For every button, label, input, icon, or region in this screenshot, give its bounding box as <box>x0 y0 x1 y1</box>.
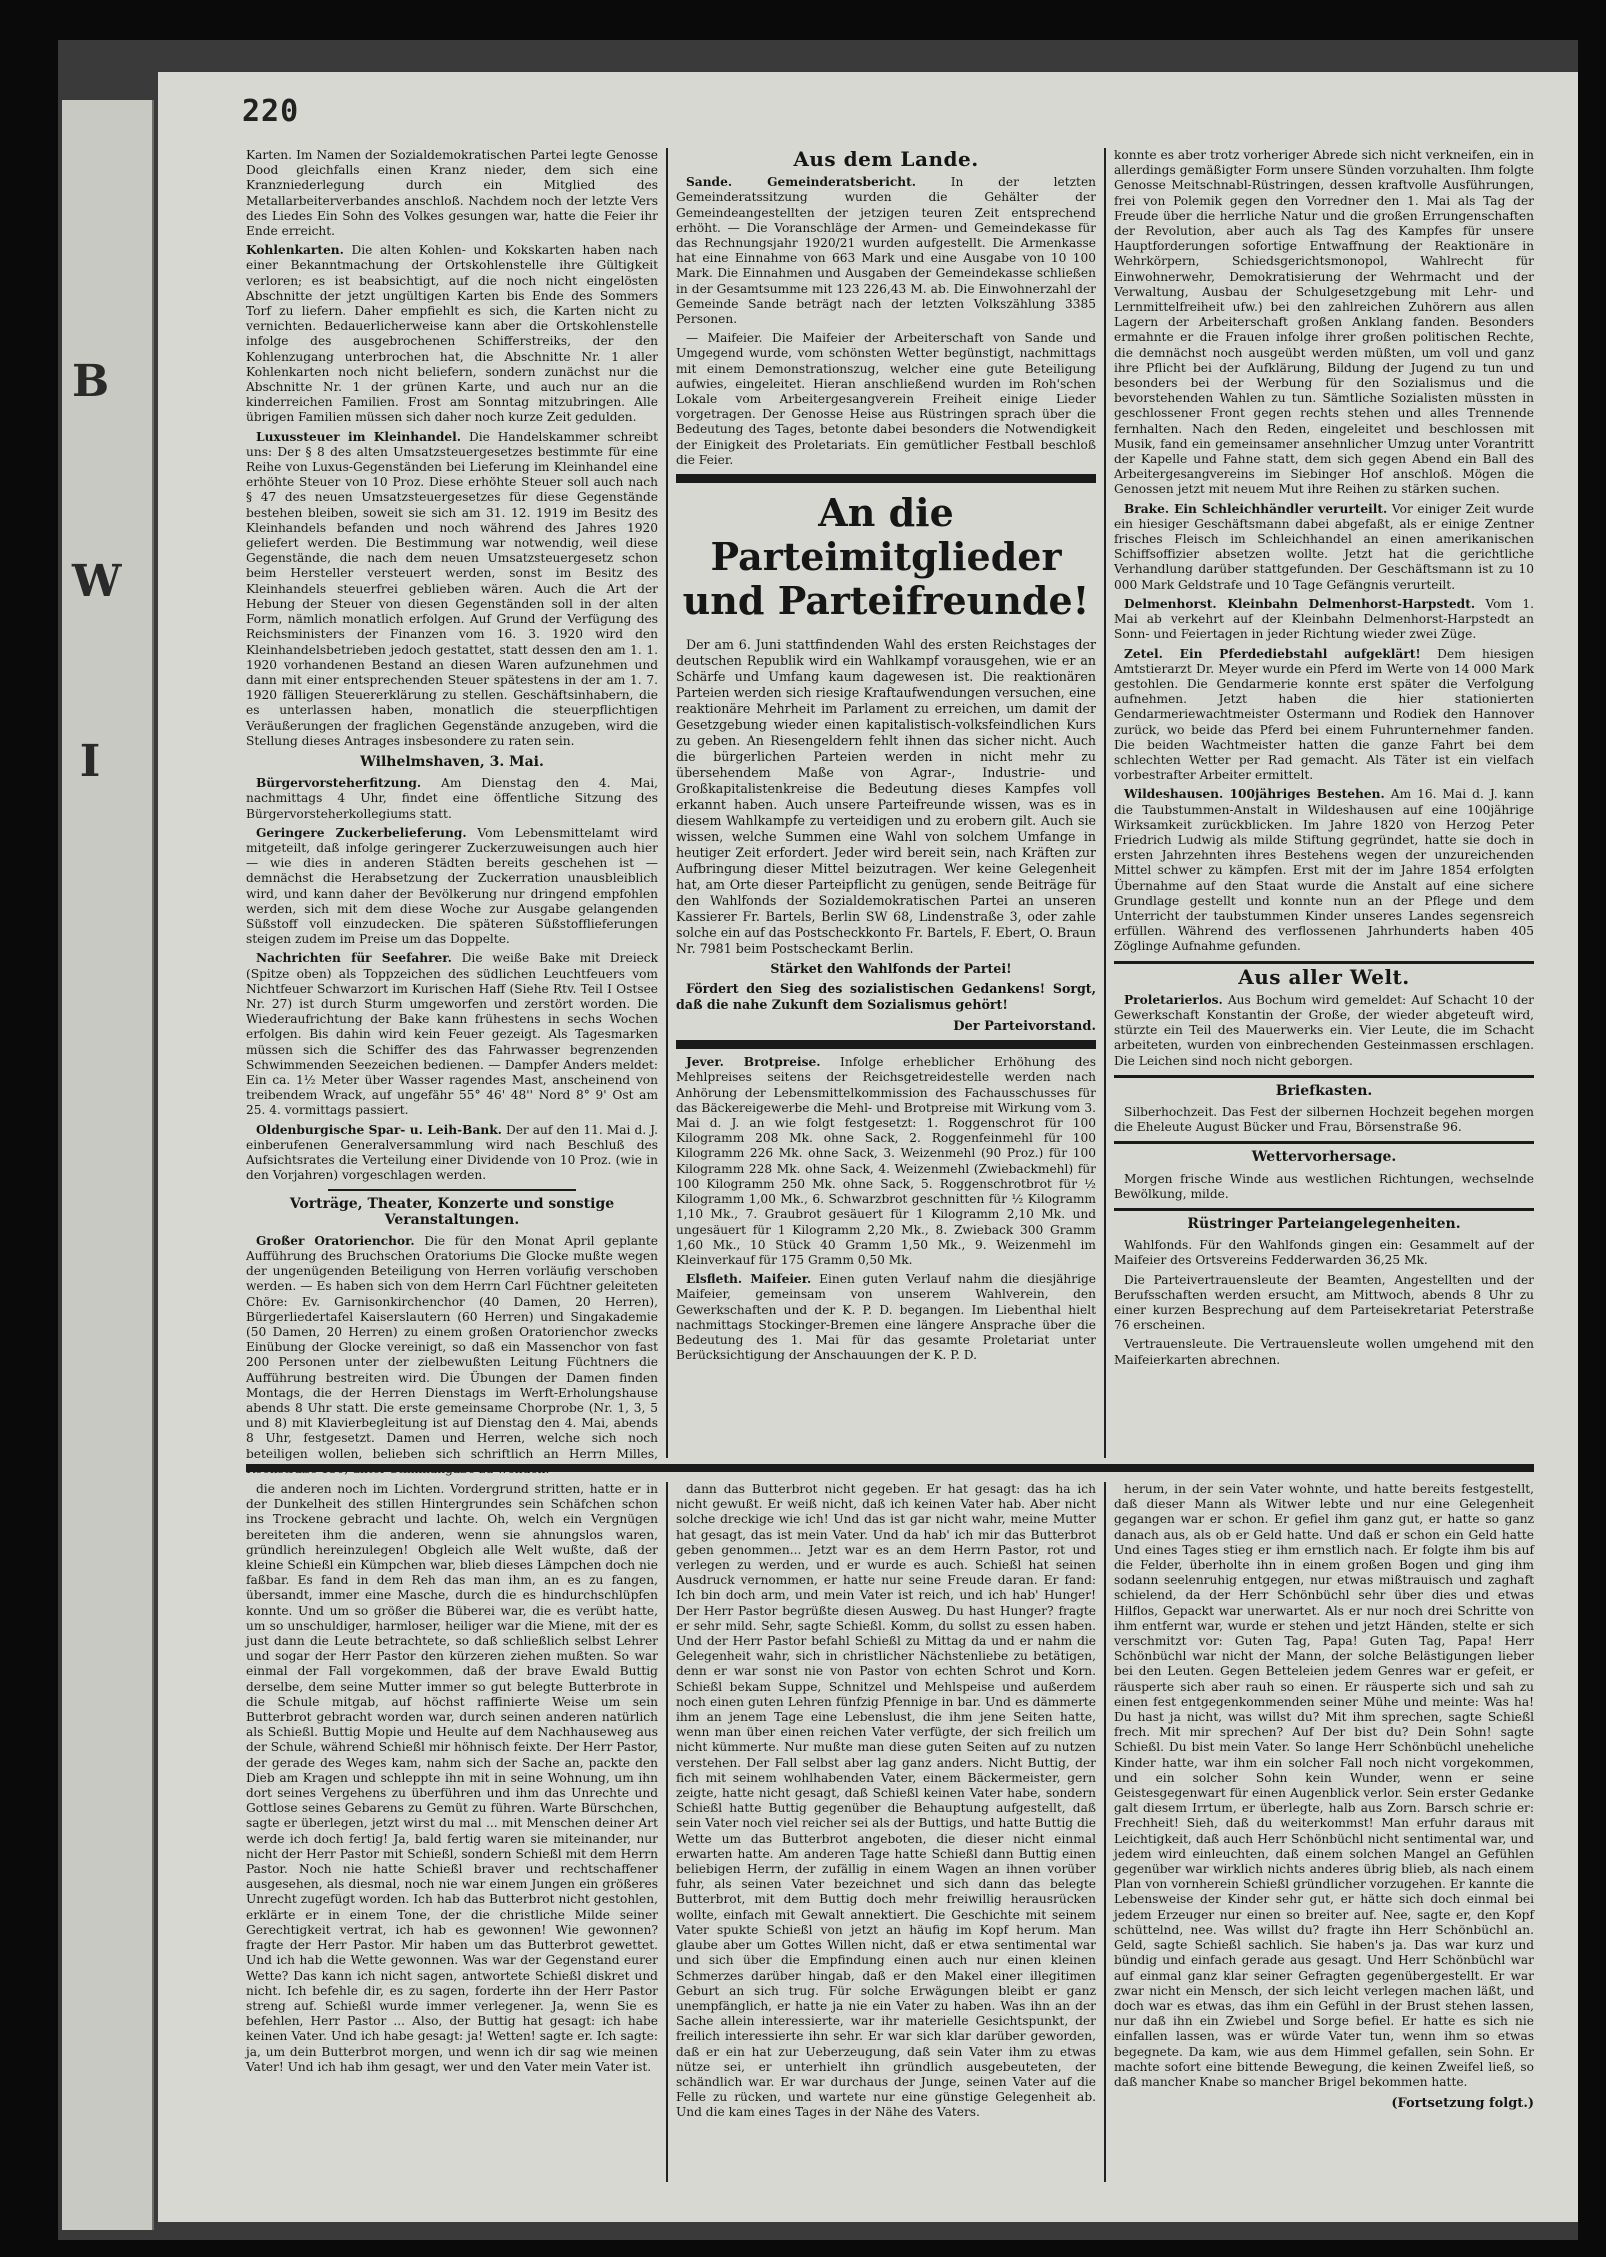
section-heading: Rüstringer Parteiangelegenheiten. <box>1187 1216 1461 1232</box>
article-heading: Sande. Gemeinderatsbericht. <box>686 175 917 190</box>
appeal-text: Fördert den Sieg des sozialistischen Gedankens! Sorgt, daß die nahe Zukunft dem Sozialismus gehört! <box>676 981 1096 1013</box>
article-heading: Delmenhorst. Kleinbahn Delmenhorst-Harpstedt. <box>1124 596 1476 611</box>
divider <box>676 474 1096 483</box>
binder-spine <box>62 100 154 2230</box>
divider <box>676 1040 1096 1049</box>
divider <box>1114 1208 1534 1211</box>
article-text: Vom 1. Mai ab verkehrt auf der Kleinbahn Delmenhorst-Harpstedt an Sonn- und Feiertagen in jeder Richtung wieder zwei Züge. <box>1114 596 1535 642</box>
section-heading: Briefkasten. <box>1275 1082 1373 1099</box>
article-text: Am Dienstag den 4. Mai, nachmittags 4 Uhr, findet eine öffentliche Sitzung des Bürgervorsteherkollegiums statt. <box>246 776 658 821</box>
article-text: Die Handelskammer schreibt uns: Der § 8 des alten Umsatzsteuergesetzes bestimmte für eine Reihe von Luxus-Gegenständen bei Lieferung im Kleinhandel eine erhöhte Steuer von 10 Proz. Diese erhöhte Steuer soll auch nach § 47 des neuen Umsatzsteuergesetzes für diese Gegenstände bestehen bleiben, soweit sie sich am 31. 12. 1919 im Besitz des Kleinhandels befanden und noch während des Jahres 1920 geliefert werden. Die Bestimmung war notwendig, weil diese Gegenstände, die nach dem neuen Umsatzsteuergesetz schon beim Hersteller versteuert werden, sonst im Besitz des Kleinhandels steuerfrei geblieben wären. Auch die Art der Hebung der Steuer von diesen Gegenständen soll in der alten Form, nämlich monatlich erfolgen. Auf Grund der Verfügung des Reichsministers der Finanzen vom 16. 3. 1920 wird den Kleinhandelsbetrieben jedoch gestattet, statt dessen den am 1. 1. 1920 vorhandenen Bestand an diesen Waren aufzunehmen und dann mit einer entsprechenden Steuer spätestens in der am 1. 7. 1920 fälligen Steuererklärung zu stellen. Geschäftsinhabern, die es unterlassen haben, monatlich die steuerpflichtigen Veräußerungen der fraglichen Gegenstände anzugeben, wird die Stellung dieses Antrages insbesondere zu raten sein. <box>246 429 658 748</box>
article-heading: Nachrichten für Seefahrer. <box>256 951 452 966</box>
story-text: dann das Butterbrot nicht gegeben. Er hat gesagt: das ha ich nicht gewußt. Er weiß nicht, daß ich keinen Vater hab. Aber nicht solche dreckige wie ich! Und das ist gar nicht wahr, meine Mutter hat gesagt, das ist mein Vater. Und da hab' ich mir das Butterbrot geben genommen... Jetzt war es an dem Herrn Pastor, rot und verlegen zu werden, und er wurde es auch. Schießl hat seinen Ausdruck vernommen, er hatte nur seine Freude daran. Er fand: Ich bin doch arm, und mein Vater ist reich, und ich hab' Hunger! Der Herr Pastor begrüßte diesen Ausweg. Du hast Hunger? fragte er sehr mild. Sehr, sagte Schießl. Komm, du sollst zu essen haben. Und der Herr Pastor befahl Schießl zu Mittag da und er nahm die Gelegenheit wahr, sich in christlicher Nächstenliebe zu betätigen, denn er war sonst nie von Pastor von echten Schrot und Korn. Schießl bekam Suppe, Schnitzel und Mehlspeise und außerdem noch einen guten Lehren fünfzig Pfennige in bar. Und es dämmerte ihm an jenem Tage eine Lebenslust, die ihm jene Seiten hatte, wenn man über einen reichen Vater verfügte, der sich freilich um nicht kümmerte. Nur mußte man diese guten Seiten auf zu nutzen verstehen. Der Fall selbst aber lag ganz anders. Nicht Buttig, der fich mit seinem wohlhabenden Vater, einem Bäckermeister, gern zeigte, hatte nicht gesagt, daß Schießl keinen Vater habe, sondern Schießl hatte Buttig gegenüber die Behauptung aufgestellt, daß sein Vater noch viel reicher sei als der Buttigs, und hatte Buttig die Wette um das Butterbrot angeboten, die dieser nicht einmal erwarten hatte. Am anderen Tage hatte Schießl dann Buttig einen beliebigen Herrn, der zufällig in einem Wagen an ihnen vorüber fuhr, als seinen Vater bezeichnet und sich dann das belegte Butterbrot, mit dem Buttig doch mehr freiwillig herausrücken wollte, einfach mit Gewalt annektiert. Die Geschichte mit seinem Vater spukte Schießl von jetzt an häufig im Kopf herum. Man glaube aber um Gottes Willen nicht, daß er etwa sentimental war und sich über die Empfindung einen auch nur einen kleinen Schmerzes darüber hingab, daß er den Makel einer illegitimen Geburt an sich trug. Für solche Erwägungen bleibt er ganz unempfänglich, er hatte ja nie ein Vater zu haben. Was ihn an der Sache allein interessierte, war ihr materielle Gesichtspunkt, der freilich interessierte ihn sehr. Er war sich klar darüber geworden, daß er ein hat zur Ueberzeugung, daß sein Vater ihm zu etwas nütze sei, er unterhielt ihn gründlich ausgebeuteten, der schändlich war. Er war durchaus der Junge, seinen Vater auf die Felle zu rücken, und wartete nur eine günstige Gelegenheit ab. Und die kam eines Tages in der Nähe des Vaters. <box>676 1482 1096 2120</box>
story-text: die anderen noch im Lichten. Vordergrund stritten, hatte er in der Dunkelheit des stillen Hintergrundes sein Schäfchen schon ins Trockene gebracht und lachte. Oh, welch ein Vergnügen bereiteten ihm die anderen, wenn sie ahnungslos waren, gründlich hereinzulegen! Obgleich alle Welt wußte, daß der kleine Schießl ein Kümpchen war, blieb dieses Lämpchen doch nie faßbar. Es fand in dem Reh das man ihm, an es zu fangen, übersandt, immer eine Masche, durch die es hindurchschlüpfen konnte. Und um so größer die Büberei war, die es verübt hatte, um so unschuldiger, harmloser, heiliger war die Miene, mit der es just dann die Leute betrachtete, so daß schließlich selbst Lehrer und sogar der Herr Pastor den kürzeren ziehen mußten. So war einmal der Fall vorgekommen, daß der brave Ewald Buttig derselbe, dem seine Mutter immer so gut belegte Butterbrote in die Schule mitgab, auf höchst raffinierte Weise um sein Butterbrot gebracht worden war, durch seinen anderen natürlich als Schießl. Buttig Mopie und Heulte auf dem Nachhauseweg aus der Schule, während Schießl mir höhnisch feixte. Der Herr Pastor, der gerade des Weges kam, nahm sich der Sache an, packte den Dieb am Kragen und schleppte ihn mit in seine Wohnung, um ihn dort seines Vergehens zu überführen und ihm das Unrechte und Gottlose seines Gebarens zu Gemüt zu führen. Warte Bürschchen, sagte er überlegen, jetzt wirst du mal ... mit Menschen deiner Art werde ich doch fertig! Ja, bald fertig waren sie miteinander, nur nicht der Herr Pastor mit Schießl, sondern Schießl mit dem Herrn Pastor. Noch nie hatte Schießl braver und rechtschaffener ausgesehen, als diesmal, noch nie war einem Jungen ein größeres Unrecht zugefügt worden. Ich hab das Butterbrot nicht gestohlen, erklärte er in einem Tone, der die christliche Milde seiner Gerechtigkeit vertrat, ich hab es gewonnen! Wie gewonnen? fragte der Herr Pastor. Mir haben um das Butterbrot gewettet. Und ich hab die Wette gewonnen. Was war der Gegenstand eurer Wette? Das kann ich nicht sagen, antwortete Schießl diskret und nicht. Ich befehle dir, es zu sagen, forderte ihn der Herr Pastor streng auf. Schießl wurde immer verlegener. Ja, wenn Sie es befehlen, Herr Pastor ... Also, der Buttig hat gesagt: ich habe keinen Vater. Und ich habe gesagt: ja! Wetten! sagte er. Ich sagte: ja, um dein Butterbrot morgen, und wenn ich dir sag wie meinen Vater! Und ich hab ihm gesagt, wer und den Vater mein Vater ist. <box>246 1482 658 2074</box>
article-text: Einen guten Verlauf nahm die diesjährige Maifeier, gemeinsam von unserem Wahlverein, den Gewerkschaften und der K. P. D. begangen. Im Liebenthal hielt nachmittags Stockinger-Bremen eine längere Ansprache über die Bedeutung des 1. Mai für das gesamte Proletariat unter Berücksichtigung der Anschauungen der K. P. D. <box>676 1272 1096 1363</box>
story-text: herum, in der sein Vater wohnte, und hatte bereits festgestellt, daß dieser Mann als Witwer lebte und nur eine Gelegenheit gegangen war er schon. Er gefiel ihm ganz gut, er hatte so ganz danach aus, als ob er Geld hatte. Und daß er schon ein Geld hatte Und eines Tages stieg er ihm ernstlich nach. Er folgte ihm bis auf die Felder, überholte ihn in einem großen Bogen und ging ihm sodann seelenruhig entgegen, nur etwas mißtrauisch und zaghaft schielend, da der Herr Schönbüchl sehr über dies und etwas Hilflos, Gepackt war unerwartet. Als er nur noch drei Schritte von ihm entfernt war, wurde er stehen und jetzt Händen, stelte er sich verschmitzt vor: Guten Tag, Papa! Guten Tag, Papa! Herr Schönbüchl war nicht der Mann, der solche Belästigungen lieber bei den Leuten. Gegen Betteleien jedem Genres war er gefeit, er räusperte sich aber rauh so einen. Er räusperte sich und sah zu einen fest entgegenkommenden seiner Mühe und meinte: Was ha! Du hast ja nicht, was willst du? Mit ihm sprechen, sagte Schießl frech. Mit mir sprechen? Auf Der bist du? Dein Sohn! sagte Schießl. Du bist mein Vater. So lange Herr Schönbüchl uneheliche Kinder hatte, war ihm ein solcher Fall noch nicht vorgekommen, und ein solcher Sohn kein Wunder, wenn er seine Geistesgegenwart für einen Augenblick verlor. Sein erster Gedanke galt diesem Irrtum, er überlegte, halb aus Zorn. Barsch schrie er: Frechheit! Sieh, daß du weiterkommst! Man erfuhr daraus mit Leichtigkeit, daß auch Herr Schönbüchl nicht sentimental war, und jedem wird einleuchten, daß einem solchen Mangel an Gefühlen gegenüber war wirklich nichts anderes übrig blieb, als nach einem Plan von vornherein Schießl gründlicher vorzugehen. Er kannte die Lebensweise der Kinder sehr gut, er hätte sich doch einmal bei jedem Erzeuger nur einen so breiter auf. Nee, sagte er, den Kopf schüttelnd, nee. Was willst du? fragte ihn Herr Schönbüchl an. Geld, sagte Schießl sachlich. Sie haben's ja. Das war kurz und bündig und einfach gerade aus gesagt. Und Herr Schönbüchl war auf einmal ganz klar seiner Gefragten gegenübergestellt. Er war zwar nicht ein Mensch, der sich leicht verlegen machen läßt, und doch war es etwas, das ihm ein Gefühl in der Brust stehen lassen, nur daß ihn ein Zwiebel und Sorge befiel. Er hatte es sich nie einfallen lassen, was er würde Vater tun, wenn ihm so etwas begegnete. Da kam, wie aus dem Himmel gefallen, sein Sohn. Er machte sofort eine bittende Bewegung, die keinen Zweifel ließ, so daß mancher Knabe so mancher Brigel bekommen hatte. <box>1114 1482 1534 2089</box>
article-heading: Elsfleth. Maifeier. <box>686 1272 812 1287</box>
article-text: Morgen frische Winde aus westlichen Richtungen, wechselnde Bewölkung, milde. <box>1114 1171 1534 1201</box>
article-text: Dem hiesigen Amtstierarzt Dr. Meyer wurde ein Pferd im Werte von 14 000 Mark gestohlen. Die Gendarmerie konnte erst später die Verfolgung aufnehmen. Jetzt haben die hier stationierten Gendarmeriewachtmeister Ostermann und Rodiek den Hannover zurück, wo beide das Pferd bei einem Fuhrunternehmer fanden. Die beiden Wachtmeister hatten die ganze Fahrt bei dem schlechten Wetter per Rad gemacht. Als Täter ist ein vielfach vorbestrafter Arbeiter ermittelt. <box>1114 646 1534 783</box>
article-heading: Zetel. Ein Pferdediebstahl aufgeklärt! <box>1124 646 1421 661</box>
divider <box>328 1189 575 1191</box>
article-text: Silberhochzeit. Das Fest der silbernen Hochzeit begehen morgen die Eheleute August Bücker und Frau, Börsenstraße 96. <box>1114 1104 1534 1135</box>
divider <box>1114 1141 1534 1144</box>
article-text: Vom Lebensmittelamt wird mitgeteilt, daß infolge geringerer Zuckerzuweisungen auch hier — wie dies in anderen Städten bereits geschehen ist — demnächst die Herabsetzung der Zuckerration unausbleiblich wird, und kann daher der Bevölkerung nur dringend empfohlen werden, sich mit dem diese Woche zur Ausgabe gelangenden Süßstoff voll einzudecken. Die späteren Süßstofflieferungen steigen zudem im Preise um das Doppelte. <box>246 825 658 947</box>
party-appeal-box <box>676 491 1096 1034</box>
column-rule <box>1104 148 1106 1458</box>
column-rule <box>666 1482 668 2182</box>
article-text: — Maifeier. Die Maifeier der Arbeiterschaft von Sande und Umgegend wurde, vom schönsten Wetter begünstigt, nachmittags mit einem Demonstrationszug, welcher eine gute Beteiligung aufwies, eingeleitet. Hieran anschließend wurden im Roh'schen Lokale vom Arbeitergesangverein Freiheit einige Lieder vorgetragen. Der Genosse Heise aus Rüstringen sprach über die Bedeutung des Tages, betonte dabei besonders die Notwendigkeit der Einigkeit des Proletariats. Ein gemütlicher Festball beschloß die Feier. <box>676 331 1096 467</box>
article-text: konnte es aber trotz vorheriger Abrede sich nicht verkneifen, ein in allerdings gemäßigter Form unsere Sünden vorzuhalten. Ihm folgte Genosse Meitschnabl-Rüstringen, dessen kraftvolle Ausführungen, frei von Polemik gegen den Vorredner den 1. Mai als Tag der Freude über die herrliche Natur und die großen Errungenschaften der Revolution, aber auch als Tag des Kampfes für unsere Hauptforderungen sofortige Entwaffnung der Reaktionäre in Wehrkörpern, Schiedsgerichtsmonopol, Wahlrecht für Einwohnerwehr, Demokratisierung der Wehrmacht und der Verwaltung, Ausbau der Schulgesetzgebung mit Lehr- und Lernmittelfreiheit ufw.) bei den zahlreichen Zuhörern aus allen Lagern der Arbeiterschaft großen Anklang fanden. Besonders ermahnte er die Frauen infolge ihrer großen politischen Rechte, die demnächst noch ausgeübt werden müßten, um voll und ganz ihre Pflicht bei der Aufklärung, Bildung der Jugend zu tun und besonders bei der Werbung für den Sozialismus und die bevorstehenden Wahlen zu tun. Sämtliche Sozialisten müssten in geschlossener Front gegen rechts stehen und alles Trennende fernhalten. Nach den Reden, eingeleitet und beschlossen mit Musik, fand ein gemeinsamer ansehnlicher Umzug unter Vorantritt der Kapelle und Fahne statt, dem sich gegen Abend ein Ball des Arbeitergesangvereins im Siebinger Hof anschloß. Mögen die Genossen jetzt mit neuem Mut ihre Reihen zu stärken suchen. <box>1114 148 1534 497</box>
article-heading: Großer Oratorienchor. <box>256 1233 415 1248</box>
article-heading: Brake. Ein Schleichhändler verurteilt. <box>1124 501 1388 516</box>
spine-mark: B <box>72 356 110 407</box>
story-column-1 <box>246 1482 658 2182</box>
appeal-text: Der am 6. Juni stattfindenden Wahl des ersten Reichstages der deutschen Republik wird ein Wahlkampf vorausgehen, wie er an Schärfe und Umfang kaum dagewesen ist. Die reaktionären Parteien werden sich riesige Kraftaufwendungen versuchen, eine reaktionäre Mehrheit im Parlament zu erreichen, um damit der Gesetzgebung wieder einen kapitalistisch-volksfeindlichen Kurs zu geben. An Riesengeldern fehlt ihnen das sicher nicht. Auch die bürgerlichen Parteien werden in nicht mehr zu übersehendem Maße von Agrar-, Industrie- und Großkapitalistenkreise die Bedeutung dieses Kampfes voll erkannt haben. Auch unsere Parteifreunde wissen, was es in diesem Wahlkampfe zu verteidigen und zu erobern gilt. Auch sie wissen, welche Summen eine Wahl von solchem Umfange in heutiger Zeit erfordert. Jeder wird bereit sein, nach Kräften zur Aufbringung dieser Mittel beizutragen. Wer keine Gelegenheit hat, am Orte dieser Parteipflicht zu genügen, sende Beiträge für den Wahlfonds der Sozialdemokratischen Partei an unseren Kassierer Fr. Bartels, Berlin SW 68, Lindenstraße 3, oder zahle solche ein auf das Postscheckkonto Fr. Bartels, F. Ebert, O. Braun Nr. 7981 beim Postscheckamt Berlin. <box>676 637 1096 957</box>
article-text: Die Parteivertrauensleute der Beamten, Angestellten und der Berufsschaften werden ersucht, am Mittwoch, abends 8 Uhr zu einer kurzen Besprechung auf dem Parteisekretariat Peterstraße 76 erscheinen. <box>1114 1272 1534 1333</box>
story-column-3 <box>1114 1482 1534 2182</box>
column-rule <box>666 148 668 1458</box>
feuilleton-rule <box>246 1464 1534 1472</box>
section-heading: Aus dem Lande. <box>793 147 979 171</box>
article-heading: Bürgervorsteherfitzung. <box>256 776 422 791</box>
article-text: Die weiße Bake mit Dreieck (Spitze oben) als Toppzeichen des südlichen Leuchtfeuers vom Nichtfeuer Schwarzort im Kurischen Haff (Siehe Rtv. Teil I Ostsee Nr. 27) ist durch Sturm umgeworfen und zerstört worden. Die Wiederaufrichtung der Bake kann frühestens in sechs Wochen erfolgen. Bis dahin wird kein Feuer gezeigt. Als Tagesmarken müssen sich die Schiffer des das Fahrwasser begrenzenden Schwimmenden Seezeichen bedienen. — Dampfer Anders meldet: Ein ca. 1½ Meter über Wasser ragendes Mast, anscheinend von treibendem Wrack, auf ungefähr 55° 46' 48'' Nord 8° 9' Ost am 25. 4. vormittags passiert. <box>246 951 659 1118</box>
article-heading: Jever. Brotpreise. <box>686 1055 821 1070</box>
article-text: Karten. Im Namen der Sozialdemokratischen Partei legte Genosse Dood gleichfalls einen Kranz nieder, dem sich eine Kranzniederlegung durch ein Mitglied des Metallarbeiterverbandes anschloß. Nachdem noch der letzte Vers des Liedes Ein Sohn des Volkes gesungen war, hatte die Feier ihr Ende erreicht. <box>246 148 658 239</box>
article-text: Am 16. Mai d. J. kann die Taubstummen-Anstalt in Wildeshausen auf eine 100jährige Wirksamkeit zurückblicken. Im Jahre 1820 von Herzog Peter Friedrich Ludwig als milde Stiftung gegründet, hatte sie doch in ersten Jahrzehnten ihres Bestehens wegen der unzureichenden Mittel schwer zu kämpfen. Erst mit der im Jahre 1854 erfolgten Übernahme auf den Staat wurde die Anstalt auf eine sichere Grundlage gestellt und konnte nun an der Pflege und dem Unterricht der taubstummen Kinder unseres Landes segensreich erfüllen. Während des verflossenen Jahrhunderts haben 405 Zöglinge Aufnahme gefunden. <box>1114 787 1535 954</box>
appeal-text: Stärket den Wahlfonds der Partei! <box>770 961 1012 977</box>
column-3 <box>1114 148 1534 1458</box>
article-text: Infolge erheblicher Erhöhung des Mehlpreises seitens der Reichsgetreidestelle werden nach Anhörung der Lebensmittelkommission des Fachausschusses für das Bäckereigewerbe die Mehl- und Brotpreise mit Wirkung vom 3. Mai d. J. an wie folgt festgesetzt: 1. Roggenschrot für 100 Kilogramm 208 Mk. ohne Sack, 2. Roggenfeinmehl für 100 Kilogramm 226 Mk. ohne Sack, 3. Weizenmehl (90 Proz.) für 100 Kilogramm 228 Mk. ohne Sack, 4. Weizenmehl (Zwiebackmehl) für 100 Kilogramm 250 Mk. ohne Sack, 5. Roggenschrotbrot für ½ Kilogramm 1,00 Mk., 6. Schwarzbrot geschnitten für ½ Kilogramm 1,10 Mk., 7. Graubrot gesäuert für 1 Kilogramm 2,10 Mk. und ungesäuert für 1 Kilogramm 2,20 Mk., 8. Zwieback 300 Gramm 1,60 Mk., 10 Stück 40 Gramm 1,50 Mk., 9. Weizenmehl im Kleinverkauf für 175 Gramm 0,50 Mk. <box>676 1055 1097 1267</box>
article-text: Vor einiger Zeit wurde ein hiesiger Geschäftsmann dabei abgefaßt, als er einige Zentner frisches Fleisch im Schleichhandel an einen amerikanischen Schiffsoffizier absetzen wollte. Jetzt hat die gerichtliche Verhandlung darüber stattgefunden. Der Geschäftsmann ist zu 10 000 Mark Geldstrafe und 10 Tage Gefängnis verurteilt. <box>1114 501 1535 592</box>
page-number: 220 <box>242 94 300 129</box>
article-text: Die alten Kohlen- und Kokskarten haben nach einer Bekanntmachung der Ortskohlenstelle ihre Gültigkeit verloren; es ist beabsichtigt, auf die noch nicht eingelösten Abschnitte der jetzt ungültigen Karten bis Ende des Sommers Torf zu liefern. Daher empfiehlt es sich, die Karten nicht zu vernichten. Bedauerlicherweise kann aber die Ortskohlenstelle infolge des ausgebrochenen Schifferstreiks, der den Kohlenzugang unterbrochen hat, die Abschnitte Nr. 1 aller Kohlenkarten noch nicht beliefern, sondern zunächst nur die Abschnitte Nr. 1 der grünen Karte, und auch nur an die kinderreichen Familien. Frost am Sonntag mitzubringen. Alle übrigen Familien müssen sich daher noch kurze Zeit gedulden. <box>246 243 658 425</box>
section-heading: Wettervorhersage. <box>1251 1149 1397 1166</box>
section-heading: Vorträge, Theater, Konzerte und sonstige Veranstaltungen. <box>289 1196 615 1228</box>
article-heading: Oldenburgische Spar- u. Leih-Bank. <box>256 1122 502 1137</box>
article-text: Aus Bochum wird gemeldet: Auf Schacht 10 der Gewerkschaft Konstantin der Große, der wieder abgeteuft wird, stürzte ein Teil des Mauerwerks ein. Vier Leute, die im Schacht arbeiteten, wurden von einbrechenden Gesteinmassen erschlagen. Die Leichen sind noch nicht geborgen. <box>1114 992 1534 1068</box>
column-rule <box>1104 1482 1106 2182</box>
article-text: Der auf den 11. Mai d. J. einberufenen Generalversammlung wird nach Beschluß des Aufsichtsrates die Verteilung einer Dividende von 10 Proz. (wie in den Vorjahren) vorgeschlagen werden. <box>246 1122 658 1183</box>
column-2 <box>676 148 1096 1458</box>
article-text: Vertrauensleute. Die Vertrauensleute wollen umgehend mit den Maifeierkarten abrechnen. <box>1114 1337 1534 1367</box>
article-heading: Luxussteuer im Kleinhandel. <box>256 429 462 444</box>
article-heading: Geringere Zuckerbelieferung. <box>256 825 467 840</box>
article-heading: Proletarierlos. <box>1124 992 1223 1007</box>
article-heading: Wildeshausen. 100jähriges Bestehen. <box>1124 787 1385 802</box>
appeal-signature: Der Parteivorstand. <box>953 1019 1096 1035</box>
appeal-heading: An die Parteimitglieder und Parteifreunde! <box>682 490 1090 624</box>
article-text: In der letzten Gemeinderatssitzung wurden die Gehälter der Gemeindeangestellten der jetzigen teuren Zeit entsprechend erhöht. — Die Voranschläge der Armen- und Gemeindekasse für das Rechnungsjahr 1920/21 wurden aufgestellt. Die Armenkasse hat eine Einnahme von 663 Mark und eine Ausgabe von 10 100 Mark. Die Einnahmen und Ausgaben der Gemeindekasse schließen in der Gesamtsumme mit 123 226,43 M. ab. Die Einwohnerzahl der Gemeinde Sande beträgt nach der letzten Volkszählung 3385 Personen. <box>676 175 1096 327</box>
spine-text <box>80 1520 120 1840</box>
divider <box>1114 1075 1534 1078</box>
article-heading: Kohlenkarten. <box>246 243 344 258</box>
spine-mark: W <box>72 556 122 607</box>
newspaper-page <box>158 72 1578 2222</box>
divider <box>1114 961 1534 964</box>
article-text: Die für den Monat April geplante Aufführung des Bruchschen Oratoriums Die Glocke mußte wegen der ungenügenden Beteiligung von Herren vorläufig verschoben werden. — Es haben sich von dem Herrn Carl Füchtner geleiteten Chöre: Ev. Garnisonkirchenchor (40 Damen, 20 Herren), Bürgerliedertafel Kaiserslautern (60 Herren) und Singakademie (50 Damen, 20 Herren) zu einem großen Oratorienchor zwecks Einübung der Glocke vereinigt, so daß ein Massenchor von fast 200 Personen unter der zielbewußten Leitung Füchtners die Aufführung bestreiten wird. Die Übungen der Damen finden Montags, die der Herren Dienstags im Werft-Erholungshause abends 8 Uhr statt. Die erste gemeinsame Chorprobe (Nr. 1, 3, 5 und 8) mit Klavierbegleitung ist auf Dienstag den 4. Mai, abends 8 Uhr, festgesetzt. Damen und Herren, welche sich noch beteiligen wollen, belieben sich schriftlich an Herrn Milles, <box>246 1233 659 1461</box>
story-column-2 <box>676 1482 1096 2182</box>
section-heading: Aus aller Welt. <box>1238 964 1410 989</box>
section-heading: Wilhelmshaven, 3. Mai. <box>360 753 544 770</box>
spine-mark: I <box>79 736 101 787</box>
article-text: Wahlfonds. Für den Wahlfonds gingen ein: Gesammelt auf der Maifeier des Ortsvereins Fedderwarden 36,25 Mk. <box>1114 1238 1534 1268</box>
continuation-note: (Fortsetzung folgt.) <box>1391 2096 1534 2112</box>
column-1 <box>246 148 659 1461</box>
